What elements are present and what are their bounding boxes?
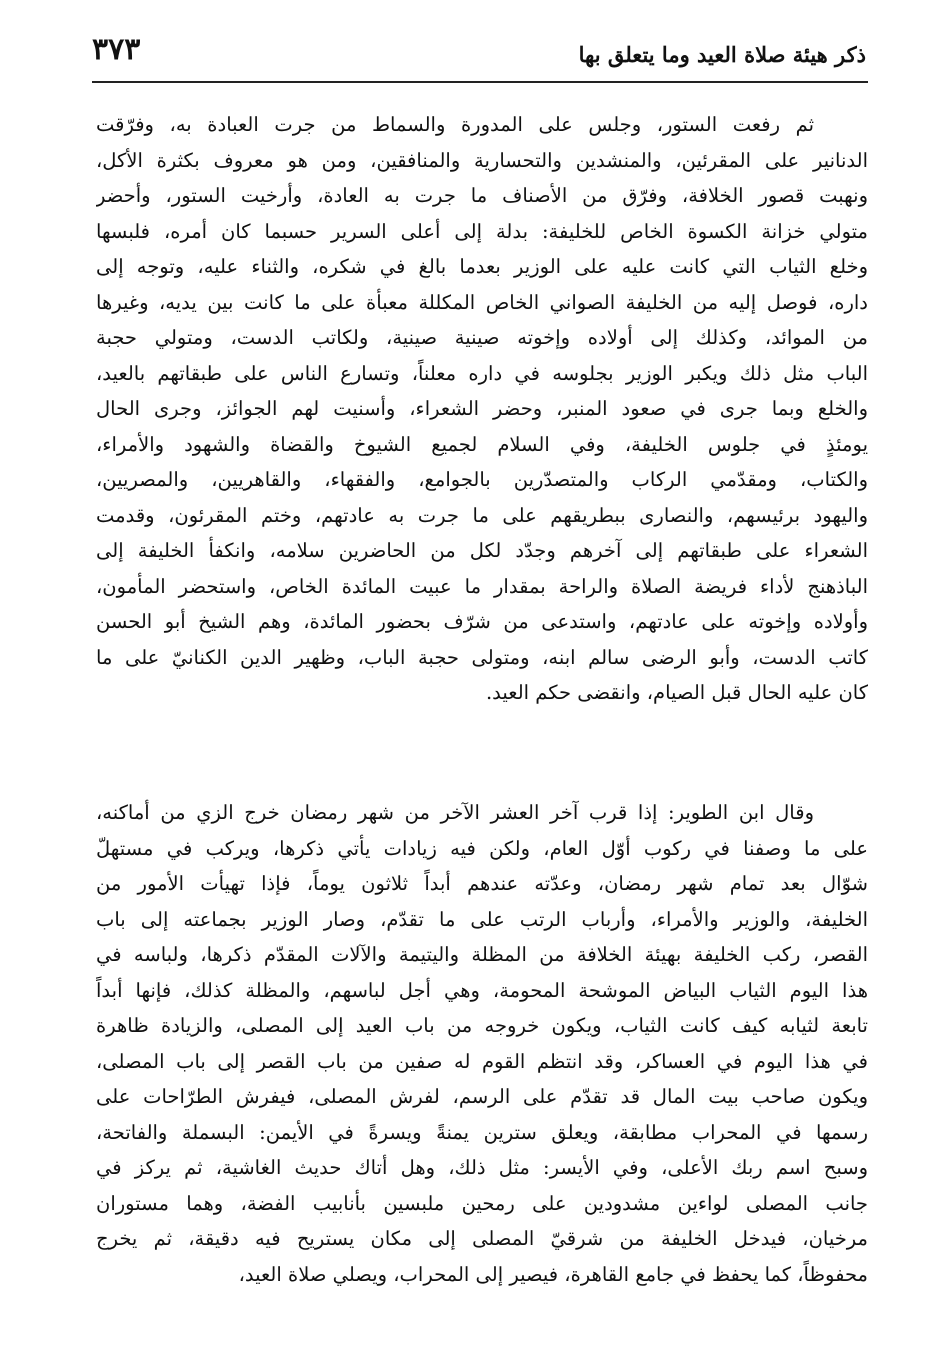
text-line: والكتاب، ومقدّمي الركاب والمتصدّرين بالجوامع، والفقهاء، والقاهريين، والمصريين،: [96, 468, 868, 491]
text-line: في هذا اليوم في العساكر، وقد انتظم القوم له صفين من باب القصر إلى باب المصلى،: [96, 1049, 868, 1073]
running-header: [92, 30, 866, 78]
text-line: يومئذٍ في جلوس الخليفة، وفي السلام لجميع الشيوخ والقضاة والشهود والأمراء،: [96, 432, 868, 456]
text-line: وسبح اسم ربك الأعلى، وفي الأيسر: مثل ذلك، وهل أتاك حديث الغاشية، ثم يركز في: [96, 1156, 868, 1179]
text-line: على ما وصفنا في ركوب أوّل العام، ولكن فيه زيادات يأتي ذكرها، ويركب في مستهلّ: [96, 836, 868, 860]
text-line: الشعراء على طبقاتهم إلى آخرهم وجدّد لكل من الحاضرين سلامه، وانكفأ الخليفة إلى: [96, 539, 868, 562]
text-line: محفوظاً، كما يحفظ في جامع القاهرة، فيصير إلى المحراب، ويصلي صلاة العيد،: [238, 1262, 868, 1286]
header-divider: [92, 81, 868, 83]
text-line: الباذهنج لأداء فريضة الصلاة والراحة بمقدار ما عبيت المائدة الخاص، واستحضر المأمون،: [96, 574, 868, 598]
text-line: ونهبت قصور الخلافة، وفرّق من الأصناف ما جرت به العادة، وأرخيت الستور، وأحضر: [96, 184, 868, 207]
text-line: واليهود برئيسهم، والنصارى ببطريقهم على ما جرت به عادتهم، وختم المقرئون، وقدمت: [96, 503, 868, 527]
text-line: جانب المصلى لواءين مشدودين على رمحين ملبسين بأنابيب الفضة، وهما مستوران: [96, 1191, 868, 1215]
text-line: ثم رفعت الستور، وجلس على المدورة والسماط من جرت العبادة به، وفرّقت: [96, 113, 814, 136]
text-line: تابعة لثيابه كيف كانت الثياب، ويكون خروجه من باب العيد إلى المصلى، والزيادة ظاهرة: [96, 1014, 868, 1037]
page-number: ٣٧٣: [92, 32, 141, 67]
text-line: الباب مثل ذلك ويكبر الوزير بجلوسه في داره معلناً، وتسارع الناس على طبقاتهم بالعيد،: [96, 361, 868, 385]
text-line: القصر، ركب الخليفة بهيئة الخلافة من المظلة واليتيمة والآلات المقدّم ذكرها، ولباسه في: [96, 943, 868, 966]
text-line: شوّال بعد تمام شهر رمضان، وعدّته عندهم أبداً ثلاثون يوماً، فإذا تهيأت الأمور من: [96, 872, 868, 895]
text-line: هذا اليوم الثياب البياض الموشحة المحومة، وهي أجل لباسهم، والمظلة كذلك، فإنها أبداً: [96, 978, 868, 1002]
text-line: رسمها في المحراب مطابقة، ويعلق سترين يمنةً ويسرةً في الأيمن: البسملة والفاتحة،: [96, 1120, 868, 1144]
text-line: والخلع وبما جرى في صعود المنبر، وحضر الشعراء، وأسنيت لهم الجوائز، وجرى الحال: [96, 397, 868, 420]
text-line: وأولاده وإخوته على عادتهم، واستدعى من شرّف بحضور المائدة، وهم الشيخ أبو الحسن: [96, 610, 868, 633]
paragraph: [96, 795, 868, 1292]
text-line: ويكون صاحب بيت المال قد تقدّم على الرسم، لفرش المصلى، فيفرش الطرّاحات على: [96, 1085, 868, 1108]
text-line: متولي خزانة الكسوة الخاص للخليفة: بدلة إلى أعلى السرير حسبما كان أمره، فلبسها: [96, 219, 868, 243]
chapter-title: ذكر هيئة صلاة العيد وما يتعلق بها: [578, 42, 866, 67]
text-line: كان عليه الحال قبل الصيام، وانقضى حكم العيد.: [485, 681, 868, 704]
text-line: وخلع الثياب التي كانت عليه على الوزير بعدما بالغ في شكره، والثناء عليه، وتوجه إلى: [96, 255, 868, 278]
text-line: الخليفة، والوزير والأمراء، وأرباب الرتب على ما تقدّم، وصار الوزير بجماعته إلى باب: [96, 907, 868, 931]
text-line: الدنانير على المقرئين، والمنشدين والتحسارية والمنافقين، ومن هو معروف بكثرة الأكل،: [96, 148, 868, 172]
paragraph: [96, 107, 868, 711]
text-line: كاتب الدست، وأبو الرضى سالم ابنه، ومتولى حجبة الباب، وظهير الدين الكنانيّ على ما: [96, 645, 868, 669]
text-line: مرخيان، فيدخل الخليفة من شرقيّ المصلى إلى مكان يستريح فيه دقيقة، ثم يخرج: [96, 1227, 868, 1250]
text-line: وقال ابن الطوير: إذا قرب آخر العشر الآخر من شهر رمضان خرج الزي من أماكنه،: [96, 801, 814, 824]
text-line: من الموائد، وكذلك إلى أولاده وإخوته صينية صينية، ولكاتب الدست، ومتولي حجبة: [96, 326, 868, 349]
text-line: داره، فوصل إليه من الخليفة الصواني الخاص المكللة معبأة على ما كانت بين يديه، وغيرها: [96, 290, 868, 314]
